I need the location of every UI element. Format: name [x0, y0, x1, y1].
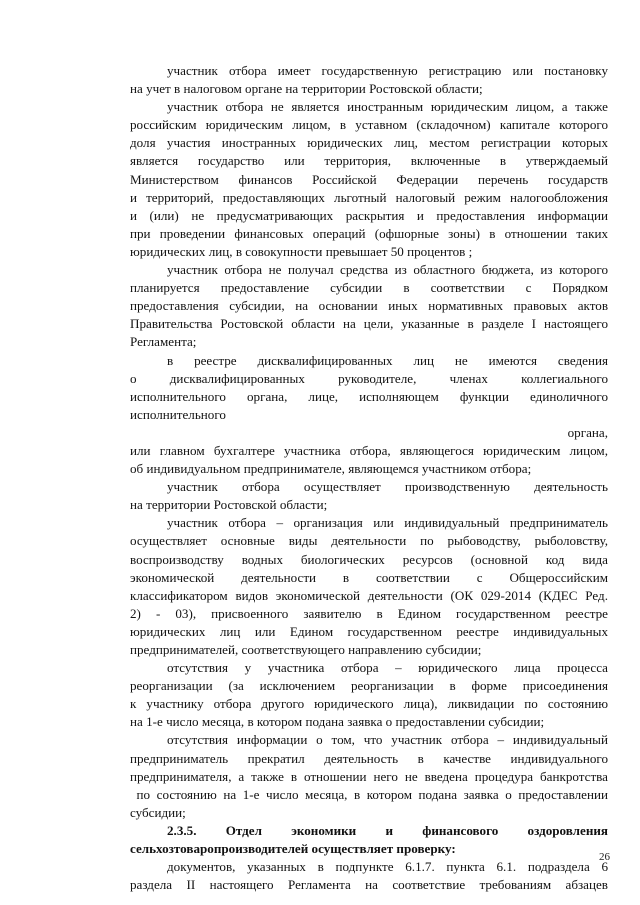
text-line: классификатором видов экономической деятельности (ОК 029-2014 (КДЕС Ред.: [130, 587, 608, 603]
text-line: исполнительного: [130, 406, 226, 422]
text-line: юридических лиц или Едином государственном реестре индивидуальных: [130, 623, 608, 639]
text-line: на учет в налоговом органе на территории Ростовской области;: [130, 81, 483, 97]
text-line: реорганизации (за исключением реорганизации в форме присоединения: [130, 678, 608, 694]
paragraph-not-foreign-entity: [93, 98, 608, 261]
text-line: на территории Ростовской области;: [130, 497, 328, 513]
text-line: и территорий, предоставляющих льготный налоговый режим налогообложения: [130, 189, 608, 205]
text-line: экономической деятельности в соответствии с Общероссийским: [130, 569, 608, 585]
text-line: участник отбора – организация или индивидуальный предприниматель: [167, 515, 608, 531]
text-line: Правительства Ростовской области на цели, указанные в разделе I настоящего: [130, 316, 608, 332]
text-line: осуществляет основные виды деятельности по рыбоводству, рыболовству,: [130, 533, 608, 549]
text-line: Министерством финансов Российской Федерации перечень государств: [130, 171, 608, 187]
paragraph-no-regional-funds: [93, 261, 608, 351]
text-line: при проведении финансовых операций (офшорные зоны) в отношении таких: [130, 225, 608, 241]
text-line: участник отбора осуществляет производственную деятельность: [167, 479, 608, 495]
text-line: доля участия иностранных юридических лиц, местом регистрации которых: [130, 135, 608, 151]
text-line: на 1-е число месяца, в котором подана заявка о предоставлении субсидии;: [130, 714, 545, 730]
paragraph-no-termination-info: [93, 731, 608, 821]
text-line: участник отбора не получал средства из областного бюджета, из которого: [167, 262, 608, 278]
text-line: раздела II настоящего Регламента на соответствие требованиям абзацев: [130, 877, 608, 893]
text-line: и (или) не предусматривающих раскрытия и предоставления информации: [130, 207, 608, 223]
text-line: предпринимателя, а также в отношении него не введена процедура банкротства: [130, 768, 608, 784]
text-line: юридических лиц, в совокупности превышает 50 процентов ;: [130, 243, 473, 259]
text-line: к участнику отбора другого юридического лица), ликвидации по состоянию: [130, 696, 608, 712]
text-line: субсидии;: [130, 804, 186, 820]
text-line: в реестре дисквалифицированных лиц не имеются сведения: [167, 352, 608, 368]
paragraph-state-registration: [93, 62, 608, 98]
text-line: предоставления субсидии, на основании иных нормативных правовых актов: [130, 298, 608, 314]
text-line: исполнительного органа, лице, исполняющем функции единоличного: [130, 388, 608, 404]
text-line: Регламента;: [130, 334, 197, 350]
text-line: предприниматель прекратил деятельность в качестве индивидуального: [130, 750, 608, 766]
text-line: отсутствия у участника отбора – юридического лица процесса: [167, 660, 608, 676]
text-line: об индивидуальном предпринимателе, являющемся участником отбора;: [130, 461, 532, 477]
text-line: документов, указанных в подпункте 6.1.7. пункта 6.1. подраздела 6: [167, 859, 608, 875]
text-line: участник отбора не является иностранным юридическим лицом, а также: [167, 99, 608, 115]
paragraph-fish-farming-activity: [93, 514, 608, 659]
page-number: 26: [599, 851, 610, 863]
text-line: о дисквалифицированных руководителе, членах коллегиального: [130, 370, 608, 386]
paragraph-no-reorganization: [93, 659, 608, 731]
section-heading-2-3-5: [93, 822, 608, 858]
text-line: планируется предоставление субсидии в соответствии с Порядком: [130, 280, 608, 296]
text-line: предпринимателей, соответствующего направлению субсидии;: [130, 642, 482, 657]
document-body: [93, 62, 608, 894]
paragraph-documents-check: [93, 858, 608, 894]
text-line: 2) - 03), присвоенного заявителю в Едином государственном реестре: [130, 605, 608, 621]
text-line: воспроизводству водных биологических ресурсов (основной код вида: [130, 551, 608, 567]
text-line: российским юридическим лицом, в уставном (складочном) капитале которого: [130, 117, 608, 133]
paragraph-production-activity: [93, 478, 608, 514]
text-line: является государство или территория, включенные в утверждаемый: [130, 153, 608, 169]
paragraph-disqualified-registry: [93, 352, 608, 479]
text-line: по состоянию на 1-е число месяца, в котором подана заявка о предоставлении: [130, 786, 608, 802]
text-line: отсутствия информации о том, что участник отбора – индивидуальный: [167, 732, 608, 748]
text-line: сельхозтоваропроизводителей осуществляет проверку:: [130, 841, 456, 857]
text-line: или главном бухгалтере участника отбора, являющегося юридическим лицом,: [130, 442, 608, 458]
text-line: 2.3.5. Отдел экономики и финансового оздоровления: [167, 822, 608, 838]
text-line: органа,: [567, 424, 608, 440]
text-line: участник отбора имеет государственную регистрацию или постановку: [167, 63, 608, 78]
